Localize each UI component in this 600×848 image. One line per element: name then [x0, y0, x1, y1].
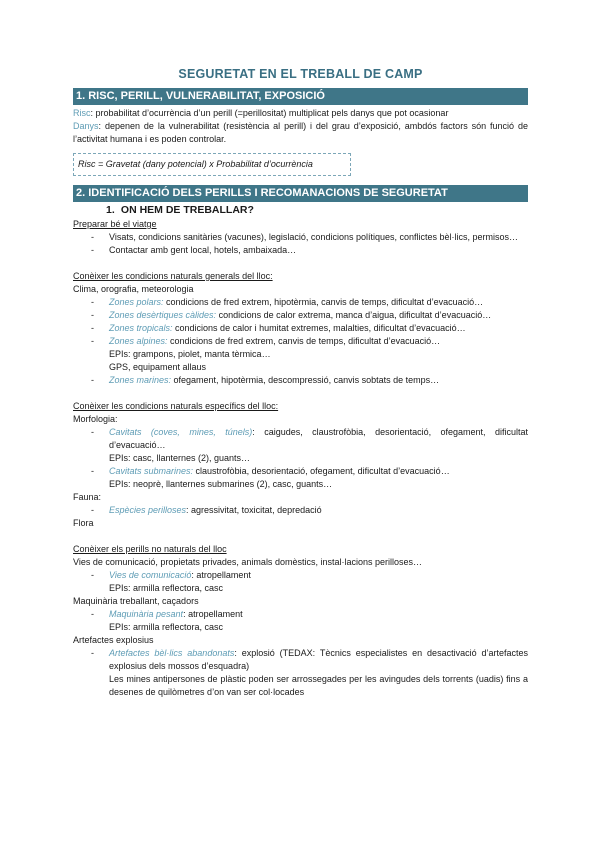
- list-item: [73, 608, 528, 621]
- maquinaria-term: Maquinària pesant: [109, 609, 184, 619]
- bullet-dash: -: [91, 232, 94, 242]
- no-naturals-intro: Vies de comunicació, propietats privades, animals domèstics, instal·lacions perilloses…: [73, 557, 422, 567]
- zone-text: condicions de fred extrem, canvis de temps, dificultat d’evacuació…: [167, 336, 441, 346]
- list-item: [73, 569, 528, 582]
- list-item: [73, 244, 528, 257]
- vies-text: : atropellament: [191, 570, 251, 580]
- maquinaria-epis: EPIs: armilla reflectora, casc: [109, 622, 224, 632]
- list-item: [73, 309, 528, 322]
- viatge-heading: Preparar bé el viatge: [73, 219, 157, 229]
- submarines-text: claustrofòbia, desorientació, ofegament, dificultat d’evacuació…: [193, 466, 450, 476]
- flora-label: Flora: [73, 518, 94, 528]
- morfologia-label: Morfologia:: [73, 414, 118, 424]
- list-item-text: Contactar amb gent local, hotels, ambaixada…: [109, 245, 297, 255]
- zone-text: condicions de calor i humitat extremes, malalties, dificultat d’evacuació…: [172, 323, 466, 333]
- zone-term: Zones alpines:: [109, 336, 168, 346]
- document-title: SEGURETAT EN EL TREBALL DE CAMP: [178, 67, 423, 81]
- submarines-term: Cavitats submarines:: [109, 466, 194, 476]
- bullet-dash: -: [91, 375, 94, 385]
- list-item: [73, 296, 528, 309]
- bullet-dash: -: [91, 323, 94, 333]
- maquinaria-label: Maquinària treballant, caçadors: [73, 596, 199, 606]
- list-item: [73, 504, 528, 517]
- bullet-dash: -: [91, 336, 94, 346]
- list-item-text: Visats, condicions sanitàries (vacunes), legislació, condicions polítiques, conflictes bèl·lics, permisos…: [109, 232, 519, 242]
- mines-paragraph: Les mines antipersones de plàstic poden ser arrossegades per les avingudes dels torrents (uadis) fins a desenes de quilòmetres d’on van ser col·locades: [109, 674, 528, 697]
- danys-term: Danys: [73, 121, 99, 131]
- list-item: [73, 231, 528, 244]
- cavitats-text: : caigudes, claustrofòbia, desorientació, ofegament, dificultat d’evacuació…: [109, 427, 528, 450]
- list-item: [73, 647, 528, 673]
- bullet-dash: -: [91, 648, 94, 658]
- zone-term: Zones polars:: [109, 297, 164, 307]
- zone-text: condicions de fred extrem, hipotèrmia, canvis de temps, dificultat d’evacuació…: [163, 297, 484, 307]
- risc-definition: [73, 107, 528, 120]
- generals-heading: Conèixer les condicions naturals generals del lloc:: [73, 271, 273, 281]
- zone-term: Zones desèrtiques càlides:: [109, 310, 217, 320]
- bullet-dash: -: [91, 570, 94, 580]
- fauna-label: Fauna:: [73, 492, 102, 502]
- risc-text: : probabilitat d’ocurrència d’un perill (=perillositat) multiplicat pels danys que pot ocasionar: [90, 108, 449, 118]
- risc-term: Risc: [73, 108, 91, 118]
- list-item: [73, 335, 528, 348]
- bullet-dash: -: [91, 297, 94, 307]
- alpine-gps: GPS, equipament allaus: [109, 362, 207, 372]
- list-item: [73, 322, 528, 335]
- zone-term: Zones marines:: [109, 375, 172, 385]
- subsection-number: 1.: [106, 204, 115, 216]
- danys-text: : depenen de la vulnerabilitat (resistència al perill) i del grau d’exposició, ambdós factors són funció de l’activitat humana i es poden controlar.: [73, 121, 528, 144]
- artefactes-term: Artefactes bèl·lics abandonats: [109, 648, 235, 658]
- subsection-heading: [73, 204, 528, 217]
- list-item: [73, 426, 528, 452]
- bullet-dash: -: [91, 245, 94, 255]
- maquinaria-text: : atropellament: [183, 609, 243, 619]
- zone-term: Zones tropicals:: [109, 323, 173, 333]
- bullet-dash: -: [91, 505, 94, 515]
- section-2-heading: 2. IDENTIFICACIÓ DELS PERILLS I RECOMANACIONS DE SEGURETAT: [73, 185, 528, 202]
- cavitats-epis: EPIs: casc, llanternes (2), guants…: [109, 453, 251, 463]
- section-1-heading: 1. RISC, PERILL, VULNERABILITAT, EXPOSICIÓ: [73, 88, 528, 105]
- generals-intro: Clima, orografia, meteorologia: [73, 284, 194, 294]
- submarines-epis: EPIs: neoprè, llanternes submarines (2), casc, guants…: [109, 479, 333, 489]
- artefactes-label: Artefactes explosius: [73, 635, 154, 645]
- zone-text: ofegament, hipotèrmia, descompressió, canvis sobtats de temps…: [171, 375, 440, 385]
- alpine-epis: EPIs: grampons, piolet, manta tèrmica…: [109, 349, 271, 359]
- document-page: [73, 68, 528, 699]
- especies-term: Espècies perilloses: [109, 505, 187, 515]
- no-naturals-heading: Conèixer els perills no naturals del lloc: [73, 544, 227, 554]
- especifics-heading: Conèixer les condicions naturals específics del lloc:: [73, 401, 279, 411]
- list-item: [73, 465, 528, 478]
- risk-formula-box: Risc = Gravetat (dany potencial) x Probabilitat d’ocurrència: [73, 153, 351, 176]
- cavitats-term: Cavitats (coves, mines, túnels): [109, 427, 253, 437]
- vies-term: Vies de comunicació: [109, 570, 192, 580]
- bullet-dash: -: [91, 609, 94, 619]
- subsection-title: ON HEM DE TREBALLAR?: [120, 204, 254, 216]
- zone-text: condicions de calor extrema, manca d’aigua, dificultat d’evacuació…: [216, 310, 492, 320]
- bullet-dash: -: [91, 427, 94, 437]
- vies-epis: EPIs: armilla reflectora, casc: [109, 583, 224, 593]
- danys-definition: [73, 120, 528, 146]
- list-item: [73, 374, 528, 387]
- especies-text: : agressivitat, toxicitat, depredació: [186, 505, 322, 515]
- bullet-dash: -: [91, 310, 94, 320]
- bullet-dash: -: [91, 466, 94, 476]
- artefactes-text: : explosió (TEDAX: Tècnics especialistes en desactivació d’artefactes explosius dels mossos d’esquadra): [109, 648, 528, 671]
